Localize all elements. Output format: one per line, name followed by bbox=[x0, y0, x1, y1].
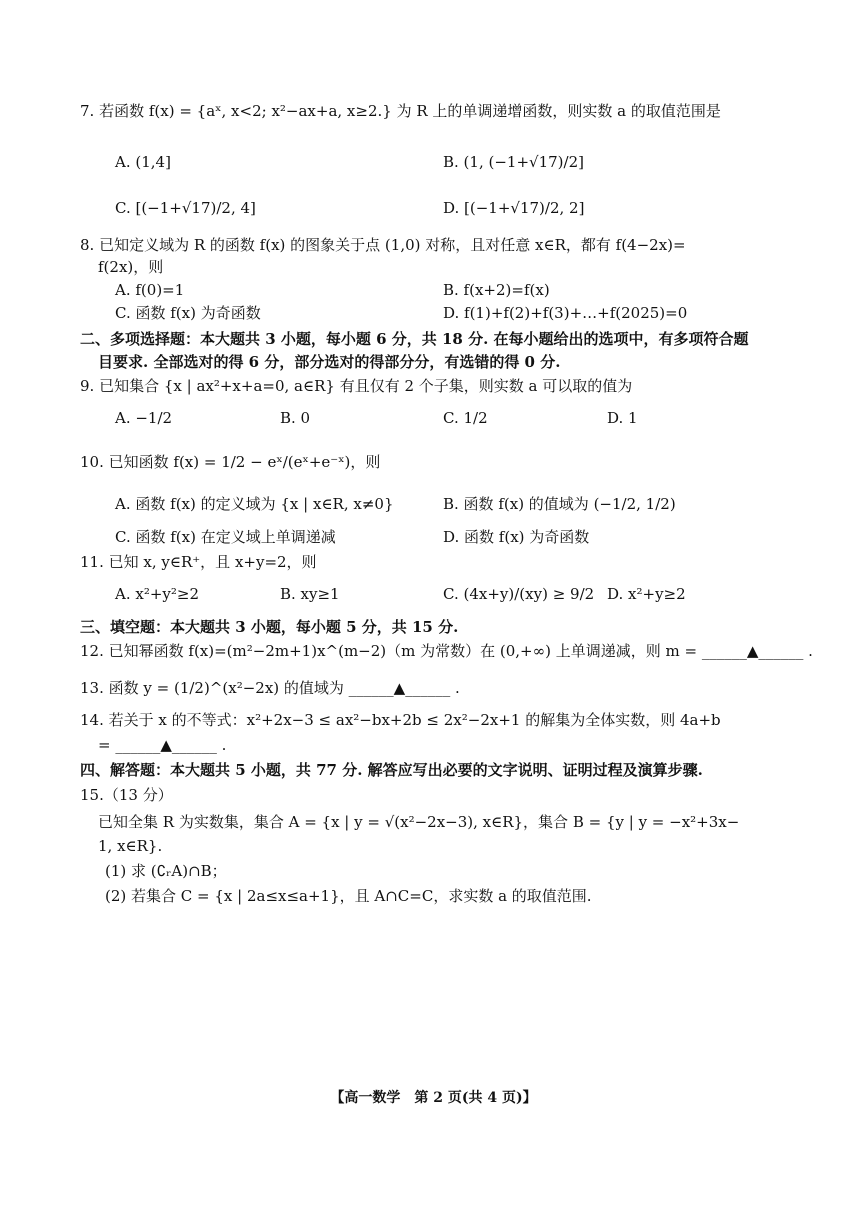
q14-line2: = ______▲______ . bbox=[98, 736, 227, 754]
section4-heading: 四、解答题：本大题共 5 小题，共 77 分. 解答应写出必要的文字说明、证明过程及演算步骤. bbox=[80, 761, 703, 779]
q10-stem: 10. 已知函数 f(x) = 1/2 − eˣ/(eˣ+e⁻ˣ)，则 bbox=[80, 453, 381, 471]
q9-option-a: A. −1/2 bbox=[115, 409, 173, 427]
q14-line1: 14. 若关于 x 的不等式：x²+2x−3 ≤ ax²−bx+2b ≤ 2x²−2x+1 的解集为全体实数，则 4a+b bbox=[80, 711, 721, 729]
page-footer: 【高一数学 第 2 页(共 4 页)】 bbox=[330, 1090, 537, 1106]
q9-option-b: B. 0 bbox=[280, 409, 311, 427]
q11-option-c: C. (4x+y)/(xy) ≥ 9/2 bbox=[443, 585, 595, 603]
q11-option-b: B. xy≥1 bbox=[280, 585, 340, 603]
q8-stem-line2: f(2x)，则 bbox=[98, 258, 164, 276]
q15-stem-line1: 已知全集 R 为实数集，集合 A = {x | y = √(x²−2x−3), x∈R}，集合 B = {y | y = −x²+3x− bbox=[98, 813, 740, 831]
q11-option-a: A. x²+y²≥2 bbox=[115, 585, 200, 603]
q15-part1: (1) 求 (∁ᵣA)∩B； bbox=[105, 862, 227, 880]
section2-heading-line2: 目要求. 全部选对的得 6 分，部分选对的得部分分，有选错的得 0 分. bbox=[98, 353, 561, 371]
q9-option-d: D. 1 bbox=[607, 409, 638, 427]
q10-option-b: B. 函数 f(x) 的值域为 (−1/2, 1/2) bbox=[443, 495, 676, 513]
q13-text: 13. 函数 y = (1/2)^(x²−2x) 的值域为 ______▲______ . bbox=[80, 679, 460, 697]
q15-part2: (2) 若集合 C = {x | 2a≤x≤a+1}，且 A∩C=C，求实数 a 的取值范围. bbox=[105, 887, 592, 905]
q11-option-d: D. x²+y≥2 bbox=[607, 585, 686, 603]
q8-stem-line1: 8. 已知定义域为 R 的函数 f(x) 的图象关于点 (1,0) 对称，且对任意 x∈R，都有 f(4−2x)= bbox=[80, 236, 686, 254]
q8-option-b: B. f(x+2)=f(x) bbox=[443, 281, 550, 299]
q7-stem: 7. 若函数 f(x) = {aˣ, x<2; x²−ax+a, x≥2.} 为 R 上的单调递增函数，则实数 a 的取值范围是 bbox=[80, 102, 721, 120]
q15-heading: 15.（13 分） bbox=[80, 786, 173, 804]
q8-option-d: D. f(1)+f(2)+f(3)+…+f(2025)=0 bbox=[443, 304, 688, 322]
q10-option-c: C. 函数 f(x) 在定义域上单调递减 bbox=[115, 528, 336, 546]
q8-option-a: A. f(0)=1 bbox=[115, 281, 185, 299]
q9-stem: 9. 已知集合 {x | ax²+x+a=0, a∈R} 有且仅有 2 个子集，则实数 a 可以取的值为 bbox=[80, 377, 633, 395]
q12-text: 12. 已知幂函数 f(x)=(m²−2m+1)x^(m−2)（m 为常数）在 (0,+∞) 上单调递减，则 m = ______▲______ . bbox=[80, 642, 813, 660]
q11-stem: 11. 已知 x, y∈R⁺，且 x+y=2，则 bbox=[80, 553, 317, 571]
section3-heading: 三、填空题：本大题共 3 小题，每小题 5 分，共 15 分. bbox=[80, 618, 459, 636]
q10-option-a: A. 函数 f(x) 的定义域为 {x | x∈R, x≠0} bbox=[115, 495, 394, 513]
section2-heading-line1: 二、多项选择题：本大题共 3 小题，每小题 6 分，共 18 分. 在每小题给出的选项中，有多项符合题 bbox=[80, 330, 749, 348]
q9-option-c: C. 1/2 bbox=[443, 409, 488, 427]
q7-option-c: C. [(−1+√17)/2, 4] bbox=[115, 199, 256, 217]
q10-option-d: D. 函数 f(x) 为奇函数 bbox=[443, 528, 590, 546]
q8-option-c: C. 函数 f(x) 为奇函数 bbox=[115, 304, 261, 322]
q15-stem-line2: 1, x∈R}. bbox=[98, 837, 163, 855]
q7-option-d: D. [(−1+√17)/2, 2] bbox=[443, 199, 585, 217]
q7-option-b: B. (1, (−1+√17)/2] bbox=[443, 153, 584, 171]
q7-option-a: A. (1,4] bbox=[115, 153, 171, 171]
